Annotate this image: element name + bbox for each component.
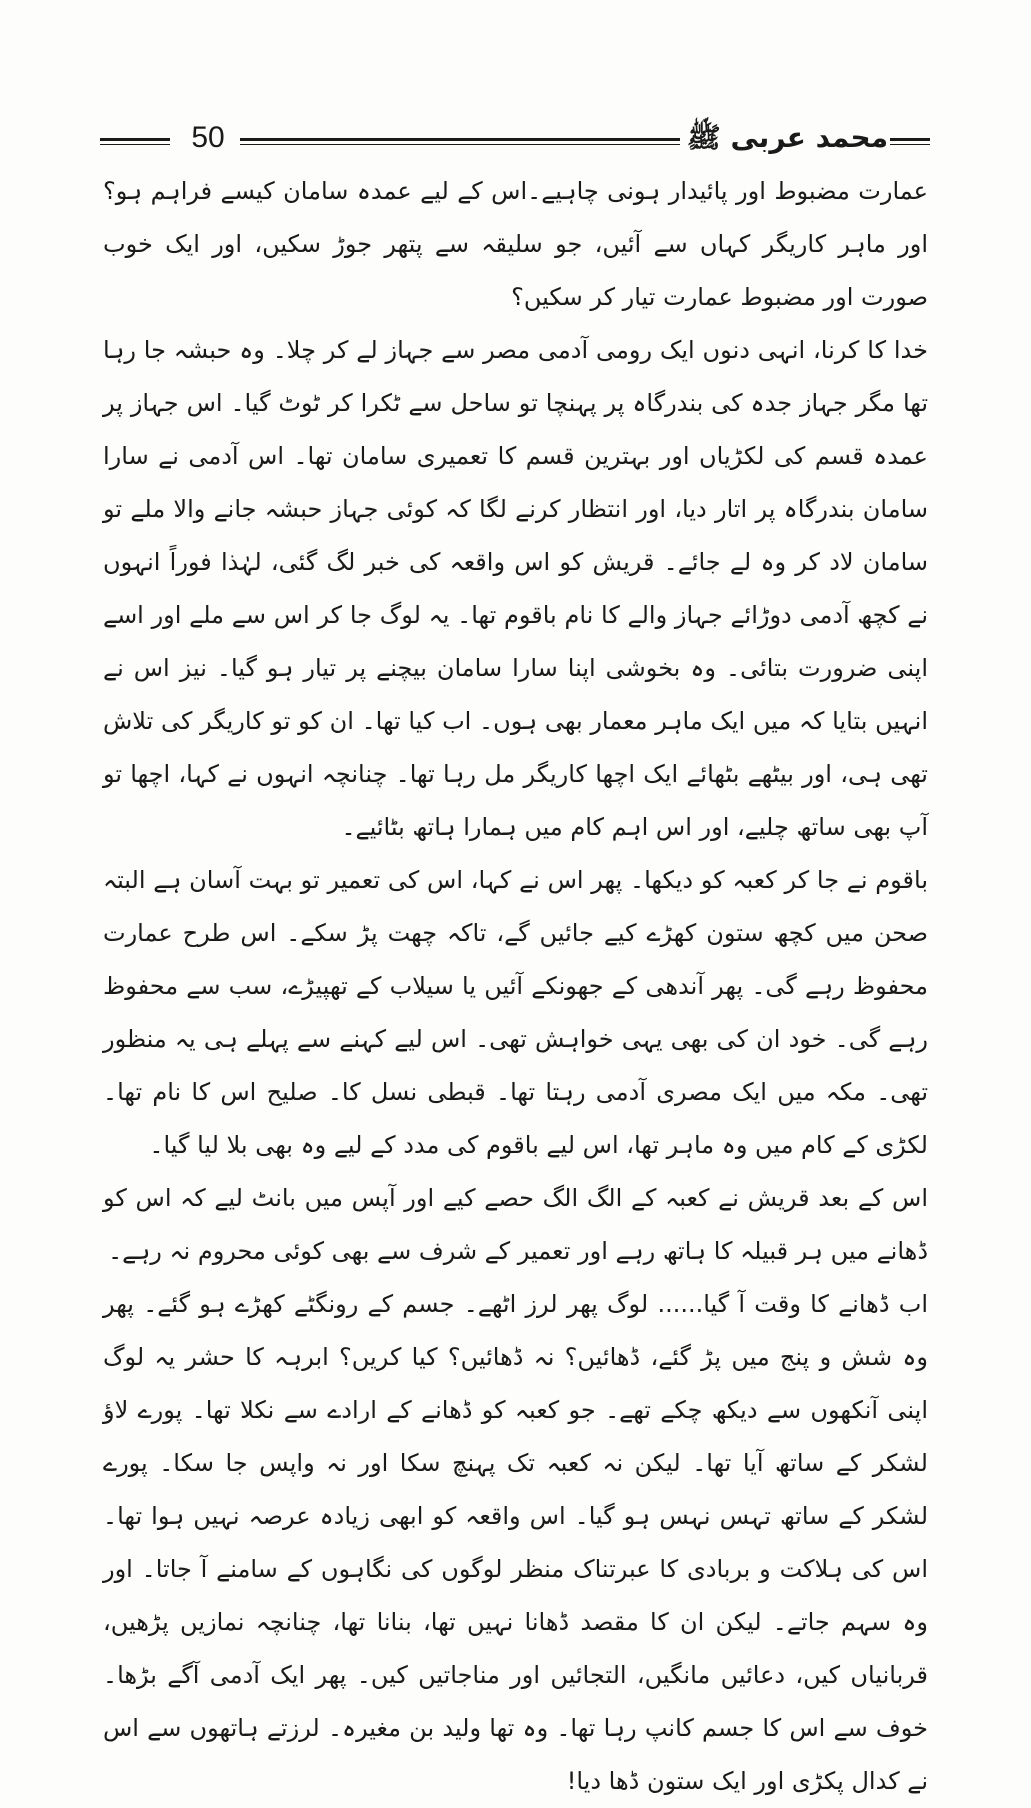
header-rule-left [100, 138, 170, 141]
header-rule-middle [240, 138, 680, 141]
header-rule-right [890, 138, 930, 141]
paragraph: خدا کا کرنا، انہی دنوں ایک رومی آدمی مصر سے جہاز لے کر چلا۔ وہ حبشہ جا رہا تھا مگر جہاز جدہ کی بندرگاہ پر پہنچا تو ساحل سے ٹکرا کر ٹوٹ گیا۔ اس جہاز پر عمدہ قسم کی لکڑیاں اور بہترین قسم کا تعمیری سامان تھا۔ اس آدمی نے سارا سامان بندرگاہ پر اتار دیا، اور انتظار کرنے لگا کہ کوئی جہاز حبشہ جانے والا ملے تو سامان لاد کر وہ لے جائے۔ قریش کو اس واقعہ کی خبر لگ گئی، لہٰذا فوراً انہوں نے کچھ آدمی دوڑائے جہاز والے کا نام باقوم تھا۔ یہ لوگ جا کر اس سے ملے اور اسے اپنی ضرورت بتائی۔ وہ بخوشی اپنا سارا سامان بیچنے پر تیار ہو گیا۔ نیز اس نے انہیں بتایا کہ میں ایک ماہر معمار بھی ہوں۔ اب کیا تھا۔ ان کو تو کاریگر کی تلاش تھی ہی، اور بیٹھے بٹھائے ایک اچھا کاریگر مل رہا تھا۔ چنانچہ انہوں نے کہا، اچھا تو آپ بھی ساتھ چلیے، اور اس اہم کام میں ہمارا ہاتھ بٹائیے۔ [103, 336, 928, 841]
body-text [103, 165, 929, 1795]
paragraph: عمارت مضبوط اور پائیدار ہونی چاہیے۔اس کے لیے عمدہ سامان کیسے فراہم ہو؟ اور ماہر کاریگر کہاں سے آئیں، جو سلیقہ سے پتھر جوڑ سکیں، اور ایک خوب صورت اور مضبوط عمارت تیار کر سکیں؟ [103, 177, 928, 311]
paragraph: اب ڈھانے کا وقت آ گیا...... لوگ پھر لرز اٹھے۔ جسم کے رونگٹے کھڑے ہو گئے۔ پھر وہ شش و پنج میں پڑ گئے، ڈھائیں؟ نہ ڈھائیں؟ کیا کریں؟ ابرہہ کا حشر یہ لوگ اپنی آنکھوں سے دیکھ چکے تھے۔ جو کعبہ کو ڈھانے کے ارادے سے نکلا تھا۔ پورے لاؤ لشکر کے ساتھ آیا تھا۔ لیکن نہ کعبہ تک پہنچ سکا اور نہ واپس جا سکا۔ پورے لشکر کے ساتھ تہس نہس ہو گیا۔ اس واقعہ کو ابھی زیادہ عرصہ نہیں ہوا تھا۔ اس کی ہلاکت و بربادی کا عبرتناک منظر لوگوں کی نگاہوں کے سامنے آ جاتا۔ اور وہ سہم جاتے۔ لیکن ان کا مقصد ڈھانا نہیں تھا، بنانا تھا، چنانچہ نمازیں پڑھیں، قربانیاں کیں، دعائیں مانگیں، التجائیں اور مناجاتیں کیں۔ پھر ایک آدمی آگے بڑھا۔ خوف سے اس کا جسم کانپ رہا تھا۔ وہ تھا ولید بن مغیرہ۔ لرزتے ہاتھوں سے اس نے کدال پکڑی اور ایک ستون ڈھا دیا! [103, 1290, 928, 1795]
paragraph: اس کے بعد قریش نے کعبہ کے الگ الگ حصے کیے اور آپس میں بانٹ لیے کہ اس کو ڈھانے میں ہر قبیلہ کا ہاتھ رہے اور تعمیر کے شرف سے بھی کوئی محروم نہ رہے۔ [103, 1184, 928, 1265]
paragraph: باقوم نے جا کر کعبہ کو دیکھا۔ پھر اس نے کہا، اس کی تعمیر تو بہت آسان ہے البتہ صحن میں کچھ ستون کھڑے کیے جائیں گے، تاکہ چھت پڑ سکے۔ اس طرح عمارت محفوظ رہے گی۔ پھر آندھی کے جھونکے آئیں یا سیلاب کے تھپیڑے، سب سے محفوظ رہے گی۔ خود ان کی بھی یہی خواہش تھی۔ اس لیے کہنے سے پہلے ہی یہ منظور تھی۔ مکہ میں ایک مصری آدمی رہتا تھا۔ قبطی نسل کا۔ صلیح اس کا نام تھا۔ لکڑی کے کام میں وہ ماہر تھا، اس لیے باقوم کی مدد کے لیے وہ بھی بلا لیا گیا۔ [103, 866, 929, 1159]
page-number: 50 [191, 121, 225, 154]
page-header [100, 118, 930, 168]
running-title: محمد عربی ﷺ [686, 121, 889, 154]
